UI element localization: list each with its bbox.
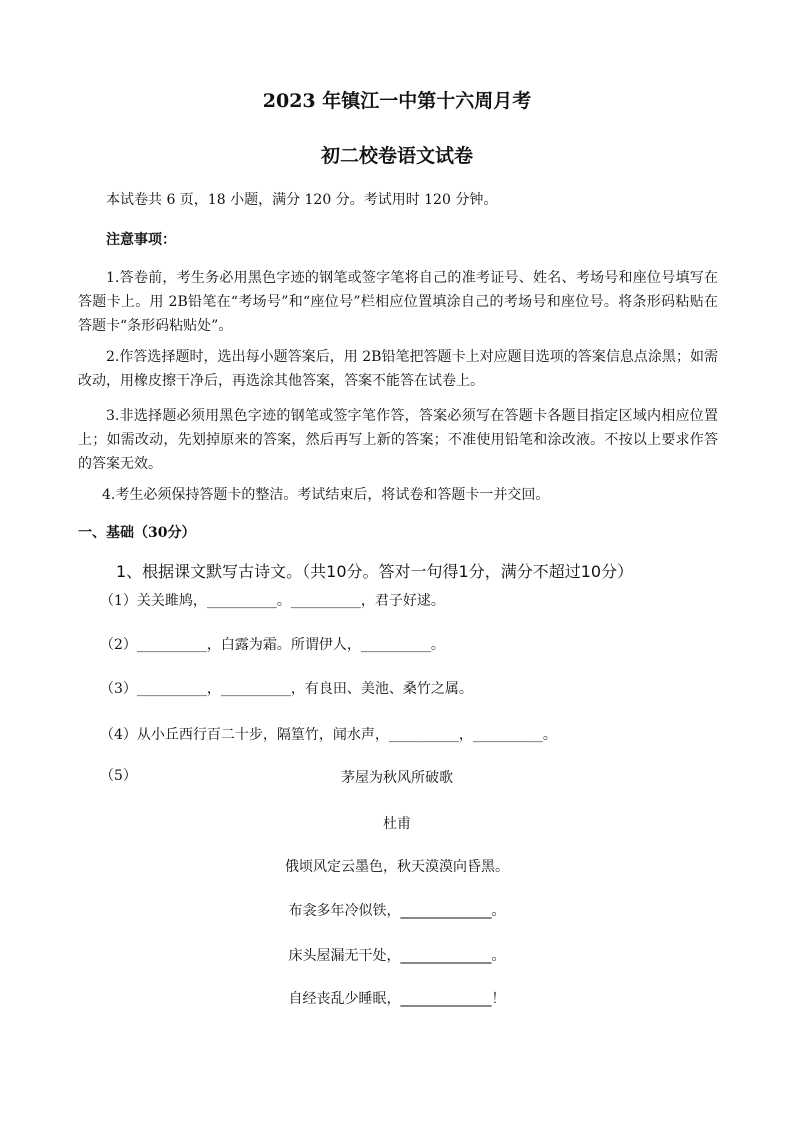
exam-intro: 本试卷共 6 页，18 小题，满分 120 分。考试用时 120 分钟。	[106, 192, 498, 208]
poem-line-1: 俄顷风定云墨色，秋天漠漠向昏黑。	[285, 859, 509, 875]
poem-line-4: 自经丧乱少睡眠，_____________！	[288, 991, 506, 1007]
exam-subtitle: 初二校卷语文试卷	[320, 145, 473, 167]
notice-item-1: 1.答卷前，考生务必用黑色字迹的钢笔或签字笔将自己的准考证号、姓名、考场号和座位号填写在答题卡上。用 2B铅笔在“考场号”和“座位号”栏相应位置填涂自己的考场号和座位号。将条形码粘贴在答题卡“条形码粘贴处”。	[78, 270, 718, 334]
notice-item-4: 4.考生必须保持答题卡的整洁。考试结束后，将试卷和答题卡一并交回。	[102, 487, 550, 503]
poem-author: 杜甫	[383, 816, 411, 832]
poem-line-2: 布衾多年冷似铁，_____________。	[288, 903, 506, 919]
notice-item-2: 2.作答选择题时，选出每小题答案后，用 2B铅笔把答题卡上对应题目选项的答案信息点涂黑；如需改动，用橡皮擦干净后，再选涂其他答案，答案不能答在试卷上。	[78, 349, 718, 389]
question-1-item-1: （1）关关雎鸠，__________。__________，君子好逑。	[100, 593, 445, 609]
question-1-item-5-label: （5）	[100, 768, 137, 784]
notice-item-3: 3.非选择题必须用黑色字迹的钢笔或签字笔作答，答案必须写在答题卡各题目指定区域内相应位置上；如需改动，先划掉原来的答案，然后再写上新的答案；不准使用铅笔和涂改液。不按以上要求作答的答案无效。	[78, 408, 718, 472]
notice-heading: 注意事项：	[106, 232, 176, 248]
poem-title: 茅屋为秋风所破歌	[341, 770, 453, 786]
question-1-prompt: 1、根据课文默写古诗文。（共10分。答对一句得1分，满分不超过10分）	[116, 562, 634, 581]
question-1-item-4: （4）从小丘西行百二十步，隔篁竹，闻水声，__________，__________。	[100, 727, 557, 743]
question-1-item-2: （2）__________，白露为霜。所谓伊人，__________。	[100, 637, 445, 653]
poem-line-3: 床头屋漏无干处，_____________。	[288, 948, 506, 964]
exam-title: 2023 年镇江一中第十六周月考	[262, 90, 532, 112]
question-1-item-3: （3）__________，__________，有良田、美池、桑竹之属。	[100, 681, 473, 697]
section-heading: 一、基础（30分）	[78, 525, 196, 541]
